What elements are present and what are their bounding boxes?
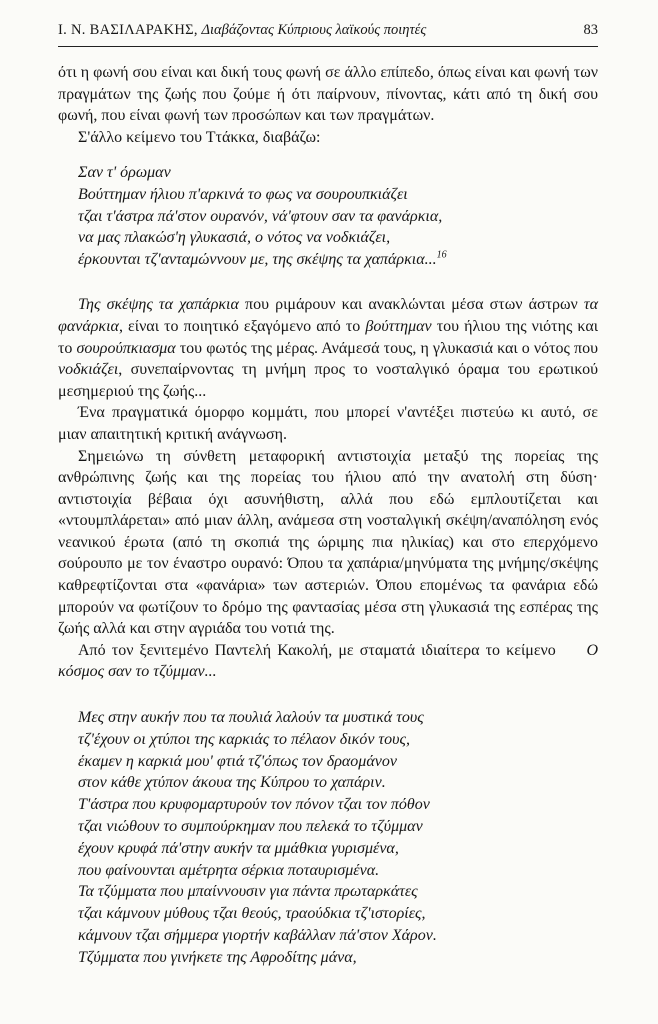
paragraph-analysis xyxy=(58,294,598,402)
poem-line: έχουν κρυφά πά'στην αυκήν τα μμάθκια γυρισμένα, xyxy=(78,839,399,857)
poem-line: Μες στην αυκήν που τα πουλιά λαλούν τα μυστικά τους xyxy=(78,709,424,727)
poem-line: Τ'άστρα που κρυφομαρτυρούν τον πόνον τζαι τον πόθον xyxy=(78,796,430,814)
poem-line: που φαίνουνται αμέτρητα σέρκια ποταυρισμένα. xyxy=(78,861,380,879)
poem-line: Τα τζύμματα που μπαίννουσιν για πάντα πρωταρκάτες xyxy=(78,883,418,901)
text-run: Από τον ξενιτεμένο Παντελή Κακολή, με σταματά ιδιαίτερα το κείμενο xyxy=(78,641,556,659)
poem-line: κάμνουν τζαι σήμμερα γιορτήν καβάλλαν πά'στον Χάρον. xyxy=(78,927,437,944)
poem-line: τζαι νιώθουν το συμπούρκημαν που πελεκά το τζύμμαν xyxy=(78,818,423,836)
emphasis: σουρούπκιασμα xyxy=(76,339,176,357)
paragraph-note: Σημειώνω τη σύνθετη μεταφορική αντιστοιχία μεταξύ της πορείας της ανθρώπινης ζωής και της πορείας του ήλιου από την ανατολή στη δύση· αντιστοιχία βέβαια όχι ασυνήθιστη, αλλά που εδώ εμπλουτίζεται και «ντουμπλάρεται» από μιαν άλλη, ανάμεσα στη νοσταλγική σκέψη/αναπόληση ενός νεανικού έρωτα (από τη σκοπιά της ώριμης πια ηλικίας) και στο επερχόμενο σούρουπο με τον έναστρο ουρανό: Όπου τα χαπάρια/μηνύματα της μνήμης/σκέψης καθρεφτίζονται στα «φανάρια» των αστεριών. Όπου επομένως τα φανάρια εδώ μπορούν να φωτίζουν το δρόμο της φαντασίας μέσα στη γλυκασιά της εσπέρας της ζωής αλλά και στην αγριάδα του νοτιά της. xyxy=(58,447,598,638)
poem-line-text: έρκουνται τζ'ανταμώννουν με, της σκέψης τα χαπάρκια... xyxy=(78,250,437,268)
poem-line xyxy=(78,249,598,271)
footnote-marker: 16 xyxy=(436,249,447,261)
emphasis: τα φανάρκια xyxy=(58,296,599,335)
poem-quotation xyxy=(78,707,598,969)
text-run: του φωτός της μέρας. Ανάμεσά τους, η γλυκασιά και ο νότος που xyxy=(175,339,598,357)
body-text xyxy=(58,62,598,969)
poem-line: Βούττημαν ήλιου π'αρκινά το φως να σουρουπκιάζει xyxy=(78,185,408,203)
text-run: που ριμάρουν και ανακλώνται μέσα στων άστρων xyxy=(238,296,584,314)
text-run: του ήλιου της νιότης και το xyxy=(58,317,599,357)
poem-line: τζ'έχουν οι χτύποι της καρκιάς το πέλαον δικόν τους, xyxy=(78,730,410,748)
emphasis: βούττημαν xyxy=(365,317,432,335)
text-run: , συνεπαίρνοντας τη μνήμη προς το νοσταλγικό όραμα του ερωτικού μεσημεριού της ζωής... xyxy=(58,361,598,400)
emphasis: νοδκιάζει xyxy=(58,361,119,379)
header-book-title: Διαβάζοντας Κύπριους λαϊκούς ποιητές xyxy=(201,22,427,38)
poem-line: τζαι κάμνουν μύθους τζαι θεούς, τραούδκια τζ'ιστορίες, xyxy=(78,905,426,923)
paragraph-intro: Σ'άλλο κείμενο του Ττάκκα, διαβάζω: xyxy=(78,128,321,146)
running-head xyxy=(58,22,598,39)
poem-line: Σαν τ' όρωμαν xyxy=(78,164,171,182)
poem-line: στον κάθε χτύπον άκουα της Κύπρου το χαπάριν. xyxy=(78,774,386,792)
poem-line: έκαμεν η καρκιά μου' φτιά τζ'όπως τον δραομάνον xyxy=(78,752,397,770)
paragraph-continuation: ότι η φωνή σου είναι και δική τους φωνή σε άλλο επίπεδο, όπως είναι και φωνή των πραγμάτων της ζωής που ζούμε ή ότι παίρνουν, πίνοντας, κάτι από τη δική σου φωνή, που είναι φωνή των προσώπων και των πραγμάτων. xyxy=(58,64,598,125)
text-run: , είναι το ποιητικό εξαγόμενο από το xyxy=(118,317,366,335)
poem-line: Τζύμματα που γινήκετε της Αφροδίτης μάνα, xyxy=(78,948,357,966)
paragraph-comment: Ένα πραγματικά όμορφο κομμάτι, που μπορεί ν'αντέξει πιστεύω κι αυτό, σε μιαν απαιτητική κριτική ανάγνωση. xyxy=(58,404,598,443)
poem-title: Ο κόσμος σαν το τζύμμαν... xyxy=(58,641,599,681)
poem-line: τζαι τ'άστρα πά'στον ουρανόν, νά'φτουν σαν τα φανάρκια, xyxy=(78,207,443,225)
header-rule xyxy=(58,46,598,47)
poem-excerpt xyxy=(78,162,598,270)
header-author: Ι. Ν. ΒΑΣΙΛΑΡΑΚΗΣ, xyxy=(58,22,198,38)
page-number: 83 xyxy=(583,22,598,38)
paragraph-lead xyxy=(58,640,598,683)
emphasis: Της σκέψης τα χαπάρκια xyxy=(78,296,239,314)
poem-line: να μας πλακώσ'η γλυκασιά, ο νότος να νοδκιάζει, xyxy=(78,229,391,247)
